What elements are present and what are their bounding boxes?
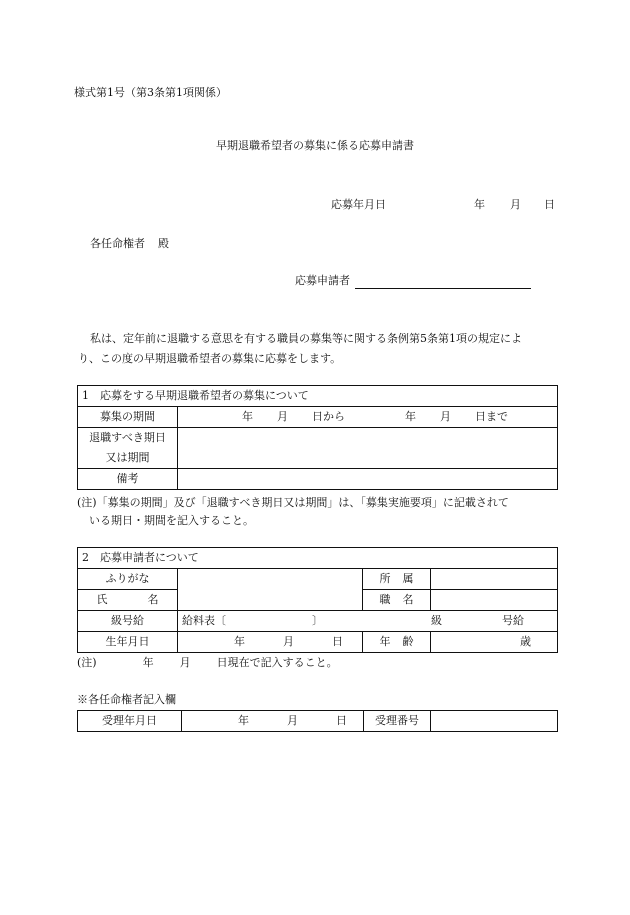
- received-date-label: 受理年月日: [78, 711, 182, 732]
- period-field[interactable]: [178, 407, 558, 428]
- recruitment-table: [77, 385, 558, 490]
- period-label: 募集の期間: [78, 407, 178, 428]
- period-to-month: 月: [440, 410, 451, 424]
- name-field[interactable]: [178, 569, 363, 611]
- affiliation-field[interactable]: [431, 569, 558, 590]
- remarks-field[interactable]: [178, 469, 558, 490]
- addressee-suffix: 殿: [158, 237, 169, 250]
- section2-heading: 2 応募申請者について: [78, 548, 558, 569]
- retire-date-field[interactable]: [178, 428, 558, 469]
- section1-note: (注)「募集の期間」及び「退職すべき期日又は期間」は、「募集実施要項」に記載されて いる期日・期間を記入すること。: [77, 496, 509, 527]
- form-number: 様式第1号（第3条第1項関係）: [74, 86, 227, 99]
- post-field[interactable]: [431, 590, 558, 611]
- name-label: 氏 名: [78, 590, 178, 611]
- applicant-signature-line[interactable]: [355, 288, 531, 289]
- age-unit: 歳: [520, 635, 532, 649]
- period-to-year: 年: [405, 410, 416, 424]
- application-date-label: 応募年月日: [331, 198, 386, 211]
- receipt-number-label: 受理番号: [364, 711, 431, 732]
- grade-field[interactable]: 給料表〔 〕 級 号給: [178, 611, 558, 632]
- period-to-day: 日まで: [475, 410, 508, 424]
- birth-date-label: 生年月日: [78, 632, 178, 653]
- retire-date-label: 退職すべき期日 又は期間: [78, 428, 178, 469]
- applicant-table: [77, 547, 558, 653]
- remarks-label: 備考: [78, 469, 178, 490]
- registrar-section-heading: ※各任命権者記入欄: [77, 693, 176, 706]
- application-date-day: 日: [544, 198, 555, 211]
- application-date-year: 年: [474, 198, 485, 211]
- period-from-day: 日から: [312, 410, 345, 424]
- receipt-number-field[interactable]: [431, 711, 558, 732]
- received-year: 年: [238, 714, 249, 728]
- salary-table-label: 給料表〔: [182, 614, 226, 628]
- step-unit: 号給: [502, 614, 524, 628]
- period-from-year: 年: [242, 410, 253, 424]
- declaration-line-2: り、この度の早期退職希望者の募集に応募をします。: [78, 352, 342, 365]
- applicant-label: 応募申請者: [295, 274, 350, 287]
- age-field[interactable]: [431, 632, 558, 653]
- birth-day: 日: [332, 635, 343, 649]
- document-title: 早期退職希望者の募集に係る応募申請書: [216, 139, 414, 152]
- birth-month: 月: [283, 635, 294, 649]
- received-month: 月: [287, 714, 298, 728]
- declaration-line-1: 私は、定年前に退職する意思を有する職員の募集等に関する条例第5条第1項の規定によ: [90, 332, 522, 345]
- section2-note: (注) 年 月 日現在で記入すること。: [77, 656, 338, 669]
- application-date-month: 月: [510, 198, 521, 211]
- addressee-name: 各任命権者: [90, 237, 145, 250]
- grade-label: 級号給: [78, 611, 178, 632]
- grade-unit: 級: [431, 614, 442, 628]
- received-day: 日: [336, 714, 347, 728]
- period-from-month: 月: [277, 410, 288, 424]
- post-label: 職 名: [363, 590, 431, 611]
- received-date-field[interactable]: [182, 711, 364, 732]
- birth-date-field[interactable]: [178, 632, 363, 653]
- affiliation-label: 所 属: [363, 569, 431, 590]
- registrar-table: [77, 710, 558, 732]
- section1-heading: 1 応募をする早期退職希望者の募集について: [78, 386, 558, 407]
- birth-year: 年: [234, 635, 245, 649]
- declaration-text: [78, 329, 558, 369]
- furigana-label: ふりがな: [78, 569, 178, 590]
- age-label: 年 齢: [363, 632, 431, 653]
